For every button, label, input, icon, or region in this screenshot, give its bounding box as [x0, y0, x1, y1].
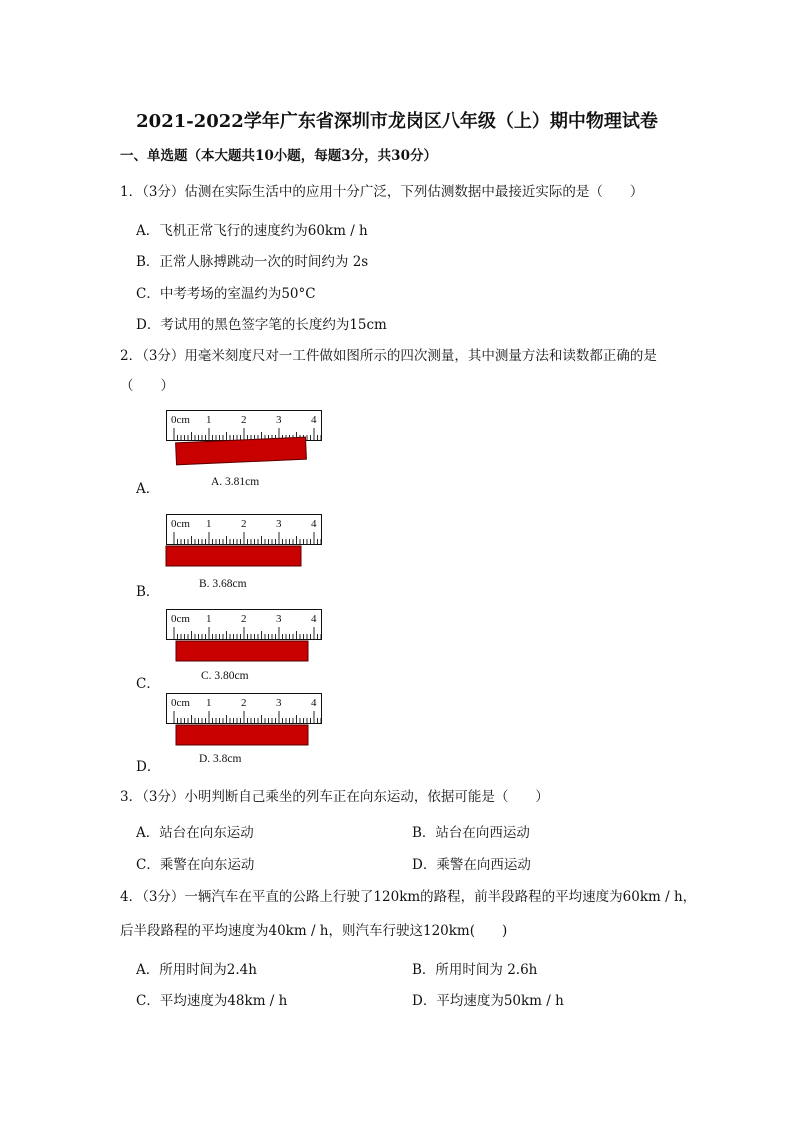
ruler-label: 0cm	[171, 697, 190, 709]
figure-a-caption: A. 3.81cm	[211, 476, 260, 488]
ruler-svg	[166, 693, 326, 749]
option-c-letter: C．	[136, 676, 160, 692]
q4-stem-line2: 后半段路程的平均速度为40km / h，则汽车行驶这120km( )	[120, 923, 508, 939]
ruler-label: 1	[206, 697, 212, 709]
q1-option-d: D．考试用的黑色签字笔的长度约为15cm	[136, 317, 387, 333]
ruler-label: 1	[206, 518, 212, 530]
ruler-label: 2	[241, 518, 247, 530]
option-a-letter: A．	[136, 481, 160, 497]
ruler-svg	[166, 514, 326, 570]
ruler-label: 4	[311, 613, 317, 625]
workpiece-bar	[176, 641, 308, 661]
ruler-label: 3	[276, 518, 282, 530]
q4-option-d: D．平均速度为50km / h	[412, 993, 564, 1009]
ruler-label: 3	[276, 697, 282, 709]
ruler-label: 4	[311, 697, 317, 709]
section-heading: 一、单选题（本大题共10小题，每题3分，共30分）	[120, 148, 437, 164]
ruler-label: 4	[311, 414, 317, 426]
ruler-label: 1	[206, 613, 212, 625]
workpiece-bar	[176, 437, 307, 465]
figure-d-caption: D. 3.8cm	[199, 753, 242, 765]
option-d-letter: D．	[136, 759, 161, 775]
q2-stem-line1: 2．（3分）用毫米刻度尺对一工件做如图所示的四次测量，其中测量方法和读数都正确的是	[120, 348, 657, 364]
ruler-svg	[166, 410, 326, 470]
ruler-label: 4	[311, 518, 317, 530]
ruler-label: 3	[276, 613, 282, 625]
ruler-label: 0cm	[171, 613, 190, 625]
ruler-label: 3	[276, 414, 282, 426]
q3-option-b: B．站台在向西运动	[412, 825, 530, 841]
workpiece-bar	[166, 546, 301, 566]
ruler-label: 0cm	[171, 414, 190, 426]
figure-c-caption: C. 3.80cm	[201, 670, 249, 682]
ruler-label: 0cm	[171, 518, 190, 530]
q3-option-d: D．乘警在向西运动	[412, 857, 531, 873]
q2-stem-line2: （ ）	[120, 378, 174, 394]
q4-option-a: A．所用时间为2.4h	[136, 962, 257, 978]
q4-option-b: B．所用时间为 2.6h	[412, 962, 538, 978]
q1-option-c: C．中考考场的室温约为50°C	[136, 286, 316, 302]
q1-stem: 1．（3分）估测在实际生活中的应用十分广泛，下列估测数据中最接近实际的是（ ）	[120, 184, 644, 200]
ruler-svg	[166, 609, 326, 665]
ruler-label: 2	[241, 414, 247, 426]
ruler-label: 2	[241, 697, 247, 709]
ruler-figure-a	[166, 410, 326, 470]
ruler-figure-c	[166, 609, 326, 665]
q4-stem-line1: 4．（3分）一辆汽车在平直的公路上行驶了120km的路程，前半段路程的平均速度为60km / h，	[120, 889, 697, 905]
ruler-label: 2	[241, 613, 247, 625]
ruler-label: 1	[206, 414, 212, 426]
q3-option-c: C．乘警在向东运动	[136, 857, 255, 873]
ruler-figure-b	[166, 514, 326, 570]
option-b-letter: B．	[136, 584, 160, 600]
q4-option-c: C．平均速度为48km / h	[136, 993, 288, 1009]
workpiece-bar	[176, 725, 308, 745]
ruler-figure-d	[166, 693, 326, 749]
q3-stem: 3．（3分）小明判断自己乘坐的列车正在向东运动，依据可能是（ ）	[120, 789, 549, 805]
q3-option-a: A．站台在向东运动	[136, 825, 254, 841]
figure-b-caption: B. 3.68cm	[199, 578, 247, 590]
paper-title: 2021-2022学年广东省深圳市龙岗区八年级（上）期中物理试卷	[136, 111, 658, 132]
q1-option-b: B．正常人脉搏跳动一次的时间约为 2s	[136, 254, 369, 270]
q1-option-a: A．飞机正常飞行的速度约为60km / h	[136, 223, 368, 239]
